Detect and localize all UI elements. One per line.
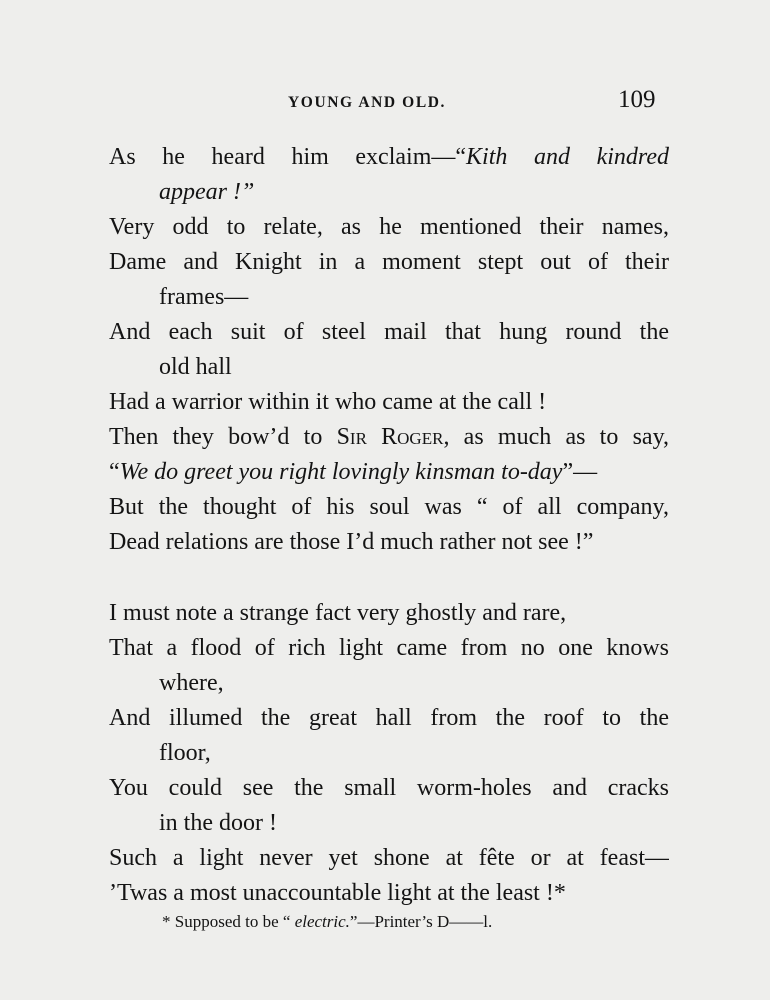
- line-text-smallcaps: Sir Roger: [336, 424, 444, 450]
- poem-line: where,: [159, 670, 224, 696]
- stanza-break: [109, 560, 669, 596]
- poem-line: And illumed the great hall from the roof to the: [109, 705, 669, 731]
- poem-line: Had a warrior within it who came at the call !: [109, 389, 547, 415]
- stanza-2: [109, 596, 669, 911]
- poem-line: And each suit of steel mail that hung round the: [109, 319, 669, 345]
- poem-line: That a flood of rich light came from no one knows: [109, 635, 669, 661]
- poem-line: [109, 455, 669, 490]
- footnote-text: * Supposed to be “: [162, 912, 295, 931]
- poem-line: You could see the small worm-holes and cracks: [109, 775, 669, 801]
- line-text-italic: We do greet you right lovingly kinsman to-day: [119, 459, 563, 485]
- poem-line: Very odd to relate, as he mentioned their names,: [109, 214, 669, 240]
- line-text: “: [109, 459, 120, 485]
- line-text: As he heard him exclaim—“: [109, 144, 467, 170]
- poem-line: frames—: [159, 284, 249, 310]
- poem-line: Dead relations are those I’d much rather not see !”: [109, 529, 594, 555]
- page-number: 109: [618, 86, 656, 113]
- line-text: ”—: [562, 459, 598, 485]
- footnote: [162, 912, 492, 932]
- poem-line: Such a light never yet shone at fête or at feast—: [109, 845, 669, 871]
- footnote-text-italic: electric.: [294, 912, 350, 931]
- poem-body: [109, 140, 669, 911]
- poem-line: But the thought of his soul was “ of all company,: [109, 494, 669, 520]
- poem-line: ’Twas a most unaccountable light at the least !*: [109, 880, 566, 906]
- poem-line: [109, 140, 669, 175]
- poem-line: [109, 420, 669, 455]
- line-text: Then they bow’d to: [109, 424, 337, 450]
- poem-line: appear !”: [159, 179, 255, 205]
- poem-line: I must note a strange fact very ghostly and rare,: [109, 600, 567, 626]
- line-text: , as much as to say,: [443, 424, 669, 450]
- poem-line: in the door !: [159, 810, 277, 836]
- poem-line: floor,: [159, 740, 211, 766]
- poem-line: old hall: [159, 354, 232, 380]
- running-header: YOUNG AND OLD.: [288, 94, 447, 111]
- footnote-text: ”—Printer’s D——l.: [349, 912, 493, 931]
- poem-line: Dame and Knight in a moment stept out of their: [109, 249, 669, 275]
- line-text-italic: Kith and kindred: [466, 144, 669, 170]
- stanza-1: [109, 140, 669, 560]
